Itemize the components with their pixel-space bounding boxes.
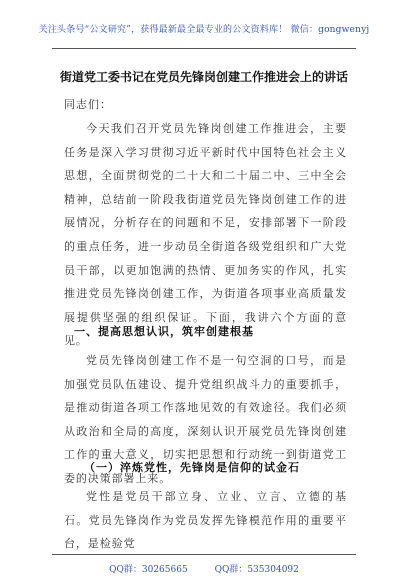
- section-heading-1: 一、提高思想认识，筑牢创建根基: [74, 325, 254, 338]
- footer-qq-group-2: QQ群：535304092: [214, 565, 299, 575]
- footer-qq-group-1: QQ群：30265665: [109, 565, 188, 575]
- footer-note: [0, 562, 408, 575]
- paragraph-section-1: 党员先锋岗创建工作不是一句空洞的口号，而是加强党员队伍建设、提升党组织战斗力的重要抓手，是推动街道各项工作落地见效的有效途径。我们必须从政治和全局的高度，深刻认识开展党员先锋岗创建工作的重大意义，切实把思想和行动统一到街道党工委的决策部署上来。: [64, 354, 347, 485]
- document-title: 街道党工委书记在党员先锋岗创建工作推进会上的讲话: [59, 70, 348, 84]
- header-divider: [52, 48, 356, 49]
- paragraph-subsection-1: 党性是党员干部立身、立业、立言、立德的基石。党员先锋岗作为党员发挥先锋模范作用的重要平台，是检验党: [64, 490, 347, 551]
- footer-divider: [52, 554, 356, 555]
- subsection-heading-1: （一）淬炼党性，先锋岗是信仰的试金石: [84, 461, 300, 474]
- header-note: 关注头条号“公文研究”，获得最新最全最专业的公文资料库！ 微信：gongwenyj: [38, 25, 370, 35]
- paragraph-intro: 今天我们召开党员先锋岗创建工作推进会，主要任务是深入学习贯彻习近平新时代中国特色社会主义思想，全面贯彻党的二十大和二十届二中、三中全会精神，总结前一阶段我街道党员先锋岗创建工作的进展情况，分析存在的问题和不足，安排部署下一阶段的重点任务，进一步动员全街道各级党组织和广大党员干部，以更加饱满的热情、更加务实的作风，扎实推进党员先锋岗创建工作，为街道各项事业高质量发展提供坚强的组织保证。下面，我讲六个方面的意见。: [64, 122, 347, 348]
- salutation: 同志们：: [64, 98, 112, 111]
